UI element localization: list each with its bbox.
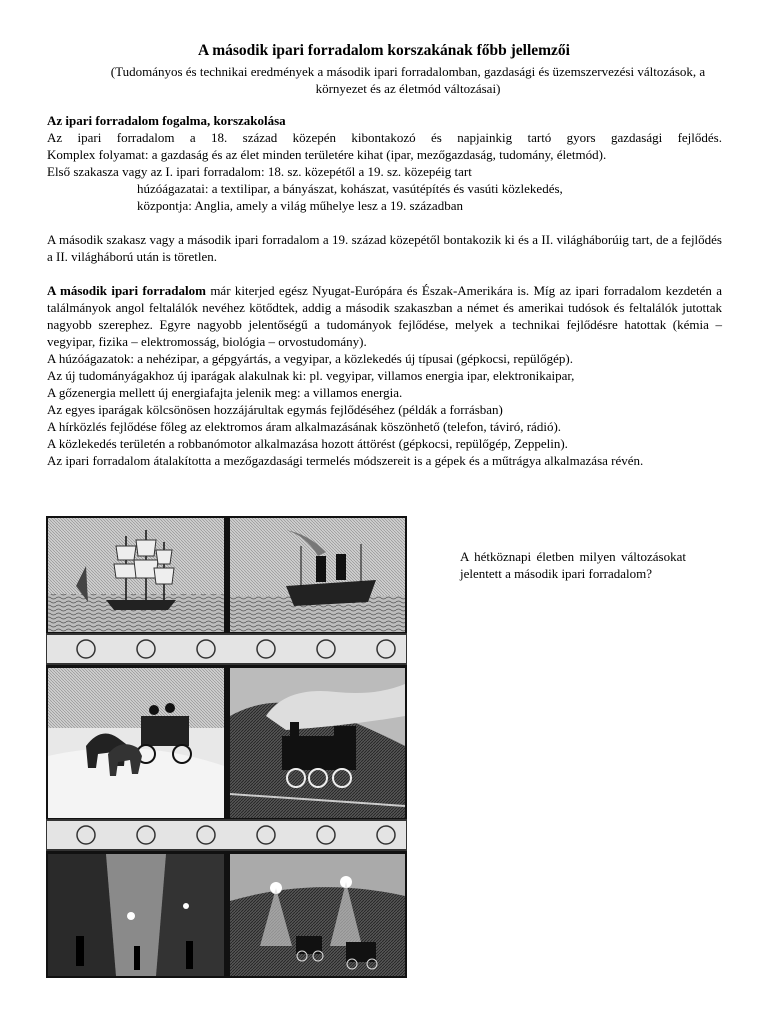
paragraph-line: Az új tudományágakhoz új iparágak alakulnak ki: pl. vegyipar, villamos energia ipar, elektronikaipar,: [47, 368, 575, 383]
section-second-revolution: [47, 282, 722, 469]
steamship-engraving: [230, 518, 405, 632]
indented-line: húzóágazatai: a textilipar, a bányászat, kohászat, vasútépítés és vasúti közlekedés,: [137, 181, 563, 196]
horse-carriage-snow-engraving: [48, 668, 224, 818]
paragraph-line: Az egyes iparágak kölcsönösen hozzájárultak egymás fejlődéséhez (példák a forrásban): [47, 402, 503, 417]
steam-locomotive-engraving: [230, 668, 405, 818]
section-second-stage: [47, 231, 722, 265]
paragraph-text: már kiterjed egész Nyugat-Európára és Észak-Amerikára is. Míg az ipari forradalom kezdetén a találmányok angol feltalálók nevéhez kötődtek, addig a második szakaszban a német és amerikai tudósok és feltalálók jutottak nagyobb szerephez. Egyre nagyobb jelentőségű a tudományok fejlődése, melyek a technikai fejlődésre hatottak (kémia – vegyipar, fizika – elektromosság, biológia – orvostudomány).: [47, 283, 722, 349]
paragraph-line: A hírközlés fejlődése főleg az elektromos áram alkalmazásának köszönhető (telefon, táviró, rádió).: [47, 419, 562, 434]
paragraph: [47, 282, 722, 350]
page-subtitle: (Tudományos és technikai eredmények a második ipari forradalomban, gazdasági és üzemszervezési változások, a környezet és az életmód változásai): [110, 64, 706, 96]
section-heading: Az ipari forradalom fogalma, korszakolása: [47, 113, 286, 128]
paragraph-line: A húzóágazatok: a nehézipar, a gépgyártás, a vegyipar, a közlekedés új típusai (gépkocsi, repülőgép).: [47, 351, 573, 366]
section-concept: [47, 112, 722, 214]
page-title: A második ipari forradalom korszakának főbb jellemzői: [197, 42, 570, 59]
electric-lit-street-automobiles-engraving: [230, 854, 405, 976]
paragraph-line: Komplex folyamat: a gazdaság és az élet minden területére kihat (ipar, mezőgazdaság, tudomány, életmód).: [47, 147, 607, 162]
engraving-collage: [46, 516, 407, 978]
question-text: A hétköznapi életben milyen változásokat jelentett a második ipari forradalom?: [460, 549, 686, 581]
paragraph-line: Az ipari forradalom a 18. század közepén kibontakozó és napjainkig tartó gyors gazdasági fejlődés.: [47, 130, 722, 145]
decorative-band: [46, 820, 407, 850]
sailing-ship-engraving: [48, 518, 224, 632]
gaslit-street-engraving: [48, 854, 224, 976]
paragraph-line: Első szakasza vagy az I. ipari forradalom: 18. sz. közepétől a 19. sz. közepéig tart: [47, 164, 472, 179]
paragraph-line: A közlekedés területén a robbanómotor alkalmazása hozott áttörést (gépkocsi, repülőgép, Zeppelin).: [47, 436, 568, 451]
paragraph: A második szakasz vagy a második ipari forradalom a 19. század közepétől bontakozik ki és a II. világháborúig tart, de a fejlődés a II. világháború után is töretlen.: [47, 232, 722, 264]
paragraph-line: A gőzenergia mellett új energiafajta jelenik meg: a villamos energia.: [47, 385, 403, 400]
indented-line: központja: Anglia, amely a világ műhelye lesz a 19. században: [137, 198, 463, 213]
paragraph: Az ipari forradalom átalakította a mezőgazdasági termelés módszereit is a gépek és a műtrágya alkalmazása révén.: [47, 453, 644, 468]
decorative-band: [46, 634, 407, 664]
bold-lead: A második ipari forradalom: [47, 283, 206, 298]
